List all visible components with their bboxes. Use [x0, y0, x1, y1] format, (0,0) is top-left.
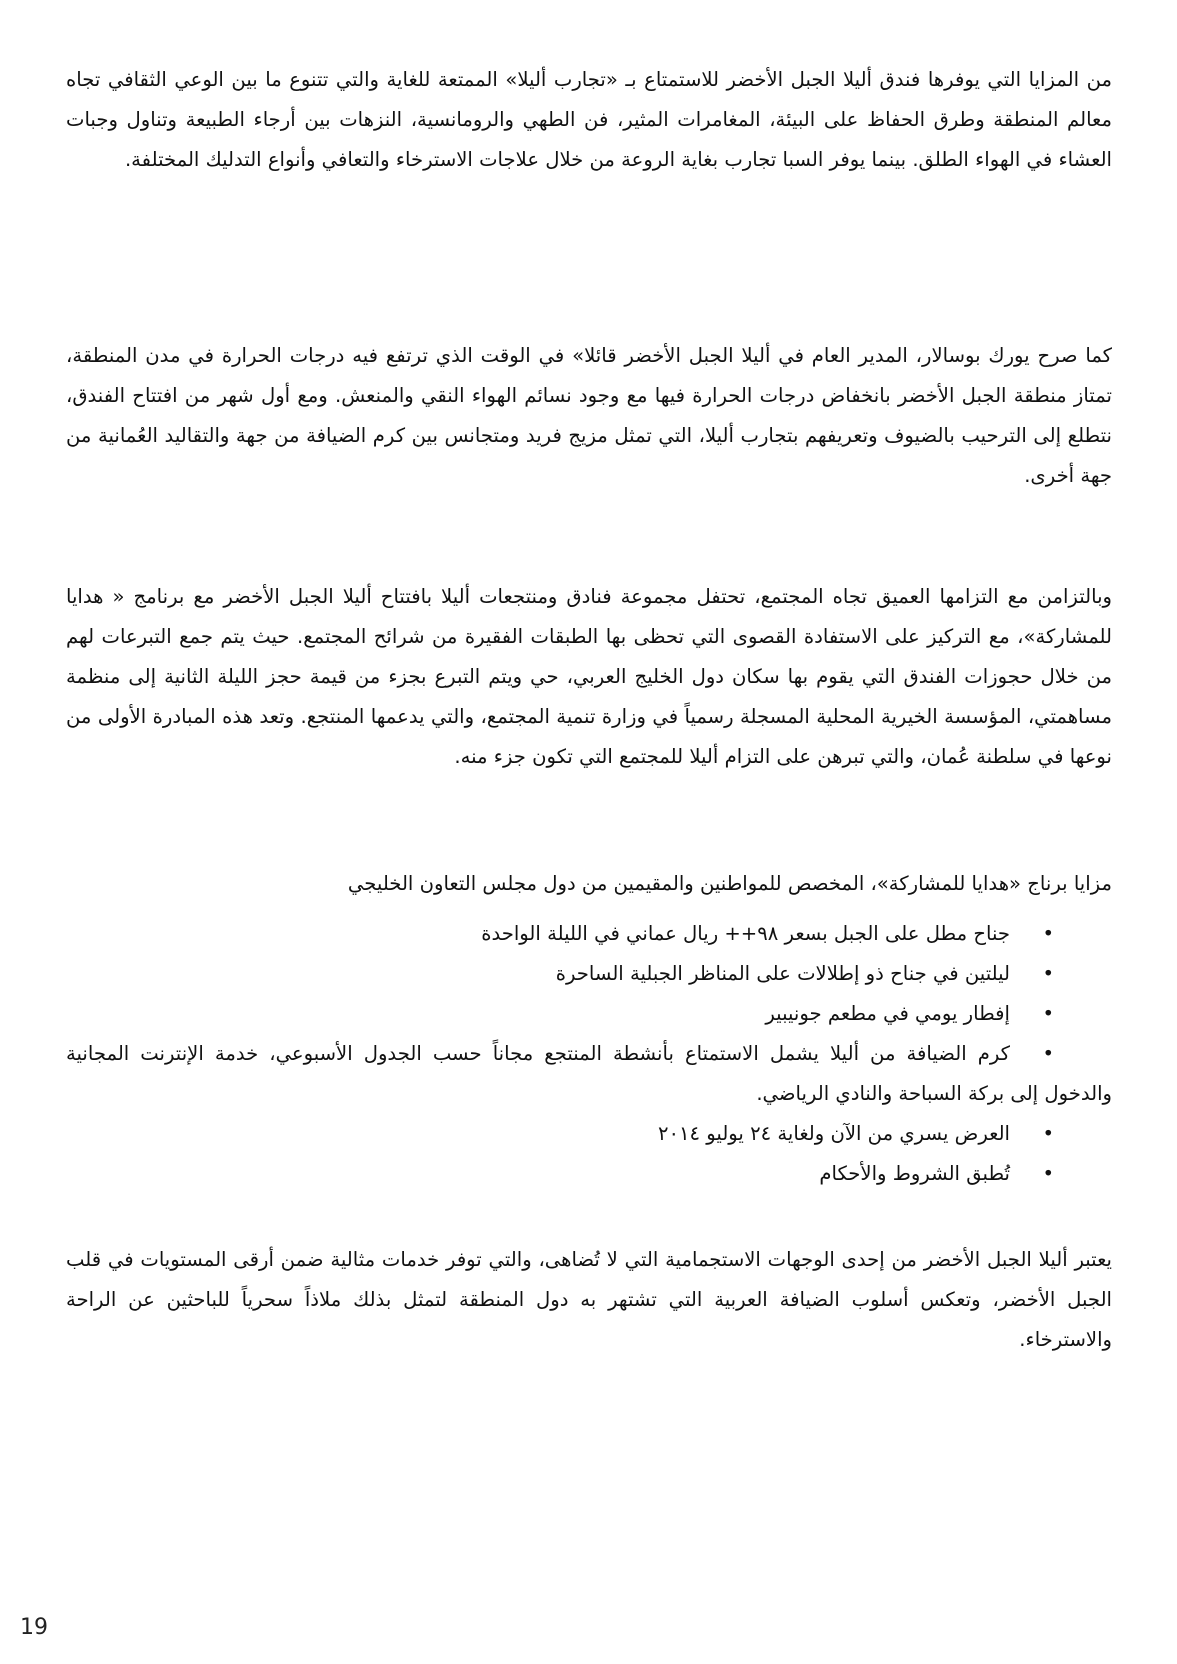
list-item — [66, 1034, 1112, 1114]
bullet-icon: • — [1042, 922, 1054, 945]
bullet-icon: • — [1042, 962, 1054, 985]
list-intro: مزايا برناج «هدايا للمشاركة»، المخصص للمواطنين والمقيمين من دول مجلس التعاون الخليجي — [347, 872, 1112, 895]
paragraph-gifts-to-share-program: وبالتزامن مع التزامها العميق تجاه المجتمع، تحتفل مجموعة فنادق ومنتجعات أليلا بافتتاح أليلا الجبل الأخضر مع برنامج « هدايا للمشاركة»، مع التركيز على الاستفادة القصوى التي تحظى بها الطبقات الفقيرة من شرائح المجتمع. حيث يتم جمع التبرعات لهم من خلال حجوزات الفندق التي يقوم بها سكان دول الخليج العربي، حي ويتم التبرع بجزء من قيمة حجز الليلة الثانية إلى منظمة مساهمتي، المؤسسة الخيرية المحلية المسجلة رسمياً في وزارة تنمية المجتمع، والتي يدعمها المنتجع. وتعد هذه المبادرة الأولى من نوعها في سلطنة عُمان، والتي تبرهن على التزام أليلا للمجتمع التي تكون جزء منه. — [66, 585, 1112, 768]
list-item-text: كرم الضيافة من أليلا يشمل الاستمتاع بأنشطة المنتجع مجاناً حسب الجدول الأسبوعي، خدمة الإنترنت المجانية والدخول إلى بركة السباحة والنادي الرياضي. — [66, 1042, 1112, 1105]
bullet-icon: • — [1042, 1002, 1054, 1025]
paragraph-closing: يعتبر أليلا الجبل الأخضر من إحدى الوجهات الاستجمامية التي لا تُضاهى، والتي توفر خدمات مثالية ضمن أرقى المستويات في قلب الجبل الأخضر، وتعكس أسلوب الضيافة العربية التي تشتهر به دول المنطقة لتمثل بذلك ملاذاً سحرياً للباحثين عن الراحة والاسترخاء. — [66, 1248, 1112, 1351]
paragraph-alila-experiences: من المزايا التي يوفرها فندق أليلا الجبل الأخضر للاستمتاع بـ «تجارب أليلا» الممتعة للغاية والتي تتنوع ما بين الوعي الثقافي تجاه معالم المنطقة وطرق الحفاظ على البيئة، المغامرات المثير، فن الطهي والرومانسية، النزهات بين أرجاء الطبيعة وتناول وجبات العشاء في الهواء الطلق. بينما يوفر السبا تجارب بغاية الروعة من خلال علاجات الاسترخاء والتعافي وأنواع التدليك المختلفة. — [66, 68, 1112, 171]
page-number: 19 — [20, 1615, 48, 1640]
list-item-text: إفطار يومي في مطعم جونيبير — [765, 1002, 1010, 1025]
bullet-icon: • — [1042, 1122, 1054, 1145]
list-item-text: ليلتين في جناح ذو إطلالات على المناظر الجبلية الساحرة — [555, 962, 1010, 985]
list-item — [66, 1154, 1112, 1194]
benefits-list — [66, 914, 1112, 1194]
list-item — [66, 994, 1112, 1034]
bullet-icon: • — [1042, 1042, 1054, 1065]
list-item — [66, 1114, 1112, 1154]
bullet-icon: • — [1042, 1162, 1054, 1185]
list-item-text: العرض يسري من الآن ولغاية ٢٤ يوليو ٢٠١٤ — [657, 1122, 1010, 1145]
list-item — [66, 954, 1112, 994]
list-item-text: جناح مطل على الجبل بسعر ٩٨++ ريال عماني في الليلة الواحدة — [481, 922, 1010, 945]
paragraph-general-manager-quote: كما صرح يورك بوسالار، المدير العام في أليلا الجبل الأخضر قائلا» في الوقت الذي ترتفع فيه درجات الحرارة في مدن المنطقة، تمتاز منطقة الجبل الأخضر بانخفاض درجات الحرارة فيها مع وجود نسائم الهواء النقي والمنعش. ومع أول شهر من افتتاح الفندق، نتطلع إلى الترحيب بالضيوف وتعريفهم بتجارب أليلا، التي تمثل مزيج فريد ومتجانس بين كرم الضيافة من جهة والتقاليد العُمانية من جهة أخرى. — [66, 344, 1112, 487]
list-item — [66, 914, 1112, 954]
list-item-text: تُطبق الشروط والأحكام — [819, 1162, 1010, 1185]
